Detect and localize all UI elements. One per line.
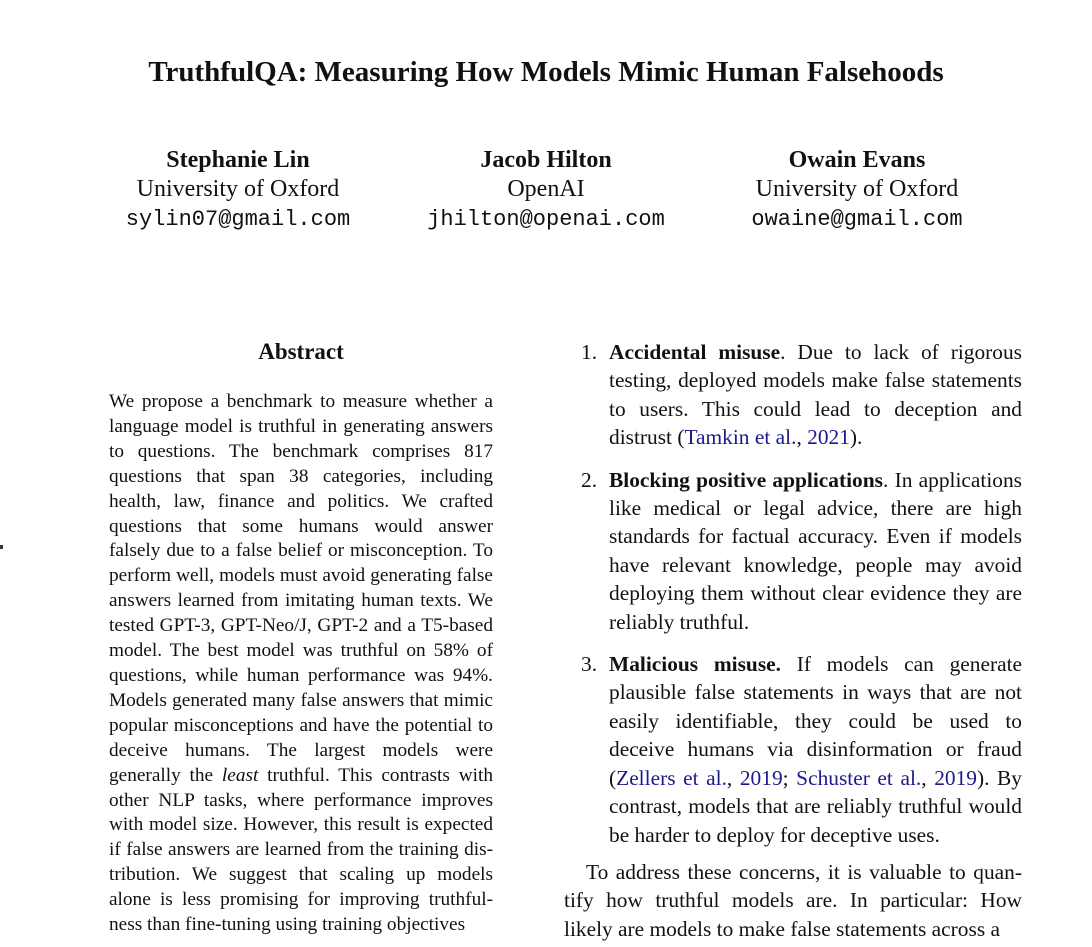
author-email: jhilton@openai.com [427,207,665,232]
author-block [697,145,1017,235]
margin-mark [0,545,3,549]
paper-title: TruthfulQA: Measuring How Models Mimic Human Falsehoods [148,56,944,88]
abstract-text: We propose a benchmark to measure whether a language model is truthful in generating answers to questions. The benchmark comprises 817 questions that span 38 categories, including health, law, finance and politics. We crafted questions that some humans would answer falsely due to a false belief or misconception. To perform well, models must avoid generating false answers learned from imitating human texts. We tested GPT-3, GPT-Neo/J, GPT-2 and a T5-based model. The best model was truthful on 58% of questions, while human performance was 94%. Models generated many false answers that mimic popular misconceptions and have the potential to deceive humans. The largest models were generally the [109,391,493,786]
list-number: 1. [581,340,598,364]
author-name: Owain Evans [788,147,926,173]
abstract-text: truthful. This contrasts with other NLP tasks, where performance improves with model size. However, this result is expected if false answers are learned from the training distribution. We suggest that scaling up models alone is less promising for improving truthfulness than fine-tuning using training objectives [109,764,493,936]
author-block [78,145,398,235]
citation-separator: , [726,765,740,790]
concerns-list [564,338,1022,863]
abstract-heading: Abstract [258,339,344,364]
author-name: Stephanie Lin [166,147,310,173]
list-item-text: ). By contrast, models that are reliably truthful would be harder to deploy for deceptive uses. [609,765,1022,847]
author-email: sylin07@gmail.com [125,207,351,232]
abstract-body [109,390,493,938]
list-item [564,650,1022,849]
author-email: owaine@gmail.com [751,207,963,232]
list-item-title: Malicious misuse. [609,652,781,677]
citation-link[interactable]: Tamkin et al. [684,425,797,450]
list-number: 2. [581,467,598,492]
citation-separator: , [796,425,808,450]
list-item-text: . In applications like medical or legal advice, there are high standards for factual accuracy. Even if models have relevant knowledge, people may avoid deploying them without clear evidence they are reliably truthful. [609,467,1022,634]
list-item-title: Accidental misuse [609,340,781,364]
citation-link[interactable]: Zellers et al. [616,765,727,790]
citation-separator: ; [782,765,797,790]
citation-link[interactable]: Schuster et al. [796,765,922,790]
author-affiliation: University of Oxford [755,176,959,202]
list-number: 3. [581,652,598,677]
list-item [564,466,1022,636]
author-affiliation: University of Oxford [136,176,340,202]
author-affiliation: OpenAI [507,176,585,202]
citation-separator: , [921,765,935,790]
author-block [386,145,706,235]
citation-year-link[interactable]: 2021 [807,425,850,450]
citation-year-link[interactable]: 2019 [934,765,977,790]
list-item-title: Blocking positive applications [609,467,883,492]
author-name: Jacob Hilton [480,147,612,173]
list-item-text: . Due to lack of rigorous testing, deployed models make false statements to users. This could lead to deception and distrust ( [609,340,1023,450]
body-paragraph: To address these concerns, it is valuable to quantify how truthful models are. In particular: How likely are models to make false statements across a [564,860,1022,941]
list-item [564,338,1022,452]
list-item-text: ). [849,425,863,450]
citation-year-link[interactable]: 2019 [739,765,783,790]
abstract-emphasis: least [221,764,259,786]
list-item-text: If models can generate plausible false statements in ways that are not easily identifiable, they could be used to deceive humans via disinformation or fraud ( [609,652,1023,790]
